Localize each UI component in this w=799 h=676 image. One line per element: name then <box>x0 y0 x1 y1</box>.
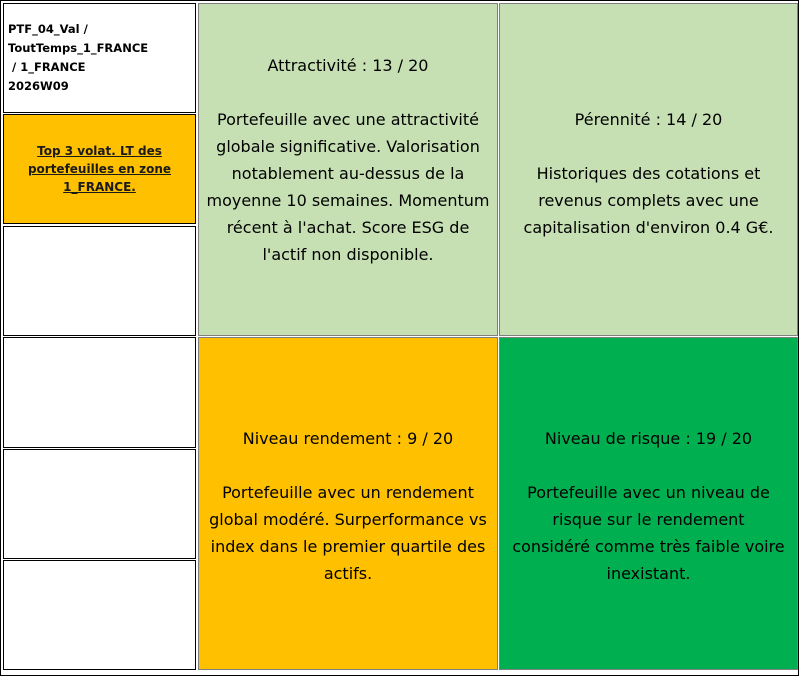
empty-cell <box>3 337 196 448</box>
yield-description: Portefeuille avec un rendement global modéré. Surperformance vs index dans le premier quartile des actifs. <box>209 483 487 583</box>
top3-volatility-cell[interactable] <box>3 114 196 224</box>
top3-volatility-link[interactable]: Top 3 volat. LT des portefeuilles en zone 1_FRANCE. <box>27 144 172 194</box>
portfolio-header-text <box>8 20 148 96</box>
yield-tile <box>198 337 498 670</box>
empty-cell <box>3 226 196 336</box>
attractiveness-score: Attractivité : 13 / 20 <box>267 56 429 75</box>
sustainability-tile <box>499 3 798 336</box>
empty-cell <box>3 560 196 670</box>
sustainability-description: Historiques des cotations et revenus complets avec une capitalisation d'environ 0.4 G€. <box>523 164 774 237</box>
attractiveness-description: Portefeuille avec une attractivité globale significative. Valorisation notablement au-dessus de la moyenne 10 semaines. Momentum récent à l'achat. Score ESG de l'actif non disponible. <box>206 110 490 264</box>
attractiveness-tile <box>198 3 498 336</box>
risk-description: Portefeuille avec un niveau de risque sur le rendement considéré comme très faible voire inexistant. <box>512 483 785 583</box>
empty-cell <box>3 449 196 559</box>
portfolio-id: PTF_04_Val / <box>8 22 88 36</box>
portfolio-scope: ToutTemps_1_FRANCE <box>8 41 149 55</box>
portfolio-header-cell <box>3 3 196 113</box>
risk-tile <box>499 337 798 670</box>
portfolio-zone: / 1_FRANCE <box>8 60 86 74</box>
sustainability-score: Pérennité : 14 / 20 <box>574 110 723 129</box>
risk-score: Niveau de risque : 19 / 20 <box>544 429 753 448</box>
portfolio-week: 2026W09 <box>8 79 69 93</box>
yield-score: Niveau rendement : 9 / 20 <box>242 429 454 448</box>
